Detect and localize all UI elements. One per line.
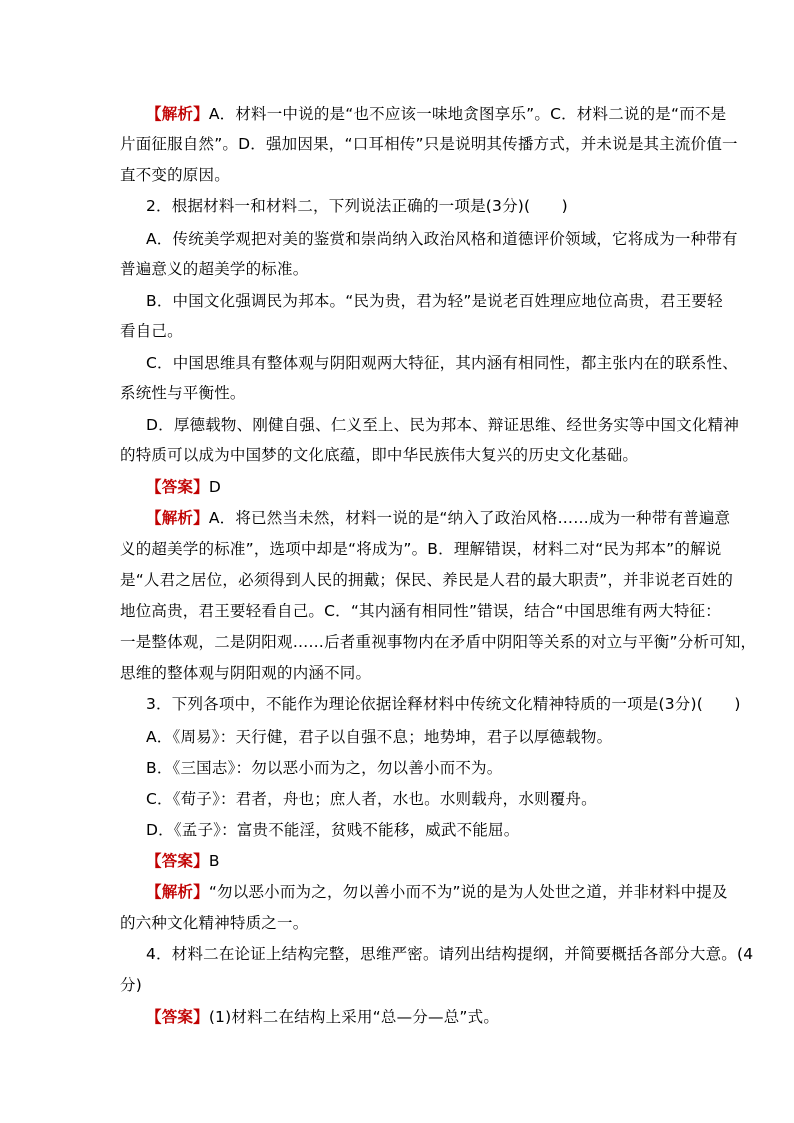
text: A．材料一中说的是“也不应该一味地贪图享乐”。C．材料二说的是“而不是 [208,105,727,123]
analysis-2-line-2: 义的超美学的标准”，选项中却是“将成为”。B．理解错误，材料二对“民为邦本”的解说 [120,540,722,558]
analysis-paragraph-1-line-1 [146,104,726,124]
analysis-label: 【解析】 [146,105,209,123]
text: B [208,852,220,870]
analysis-paragraph-1-line-2: 片面征服自然”。D．强加因果，“口耳相传”只是说明其传播方式，并未说是其主流价值一 [120,135,738,153]
question-2-option-c-line-2: 系统性与平衡性。 [120,384,246,402]
question-3-option-c: C．《荀子》：君者，舟也；庶人者，水也。水则载舟，水则覆舟。 [146,790,597,808]
answer-2 [146,477,221,497]
text: A．将已然当未然，材料一说的是“纳入了政治风格……成为一种带有普遍意 [208,509,731,527]
analysis-2-line-4: 地位高贵，君王要轻看自己。C．“其内涵有相同性”错误，结合“中国思维有两大特征： [120,602,721,620]
question-2-option-d-line-1: D．厚德载物、刚健自强、仁义至上、民为邦本、辩证思维、经世务实等中国文化精神 [146,416,740,434]
analysis-2-line-3: 是“人君之居位，必须得到人民的拥戴；保民、养民是人君的最大职责”，并非说老百姓的 [120,571,734,589]
text: “勿以恶小而为之，勿以善小而不为”说的是为人处世之道，并非材料中提及 [208,883,728,901]
question-2-option-c-line-1: C．中国思维具有整体观与阴阳观两大特征，其内涵有相同性，都主张内在的联系性、 [146,354,738,372]
analysis-label: 【解析】 [146,883,209,901]
text: D [208,478,221,496]
answer-label: 【答案】 [146,852,209,870]
question-2-option-a-line-1: A．传统美学观把对美的鉴赏和崇尚纳入政治风格和道德评价领域，它将成为一种带有 [146,230,738,248]
question-4-stem-line-1: 4．材料二在论证上结构完整，思维严密。请列出结构提纲，并简要概括各部分大意。(4 [146,945,754,963]
question-3-option-b: B．《三国志》：勿以恶小而为之，勿以善小而不为。 [146,759,503,777]
analysis-3-line-1 [146,882,728,902]
answer-label: 【答案】 [146,478,209,496]
analysis-3-line-2: 的六种文化精神特质之一。 [120,914,309,932]
question-2-stem: 2．根据材料一和材料二，下列说法正确的一项是(3分)( ) [146,197,568,215]
question-2-option-d-line-2: 的特质可以成为中国梦的文化底蕴，即中华民族伟大复兴的历史文化基础。 [120,446,639,464]
analysis-2-line-6: 思维的整体观与阴阳观的内涵不同。 [120,664,372,682]
question-2-option-b-line-2: 看自己。 [120,322,183,340]
question-3-option-d: D．《孟子》：富贵不能淫，贫贱不能移，威武不能屈。 [146,821,520,839]
analysis-2-line-1 [146,508,730,528]
answer-3 [146,851,220,871]
question-2-option-a-line-2: 普遍意义的超美学的标准。 [120,260,309,278]
question-3-option-a: A．《周易》：天行健，君子以自强不息；地势坤，君子以厚德载物。 [146,728,613,746]
text: (1)材料二在结构上采用“总—分—总”式。 [208,1008,500,1026]
analysis-2-line-5: 一是整体观，二是阴阳观……后者重视事物内在矛盾中阴阳等关系的对立与平衡”分析可知， [120,633,757,651]
analysis-paragraph-1-line-3: 直不变的原因。 [120,166,230,184]
answer-label: 【答案】 [146,1008,209,1026]
answer-4 [146,1007,499,1027]
question-4-stem-line-2: 分) [120,976,142,994]
question-3-stem: 3．下列各项中，不能作为理论依据诠释材料中传统文化精神特质的一项是(3分)( ) [146,695,741,713]
analysis-label: 【解析】 [146,509,209,527]
question-2-option-b-line-1: B．中国文化强调民为邦本。“民为贵，君为轻”是说老百姓理应地位高贵，君王要轻 [146,292,723,310]
